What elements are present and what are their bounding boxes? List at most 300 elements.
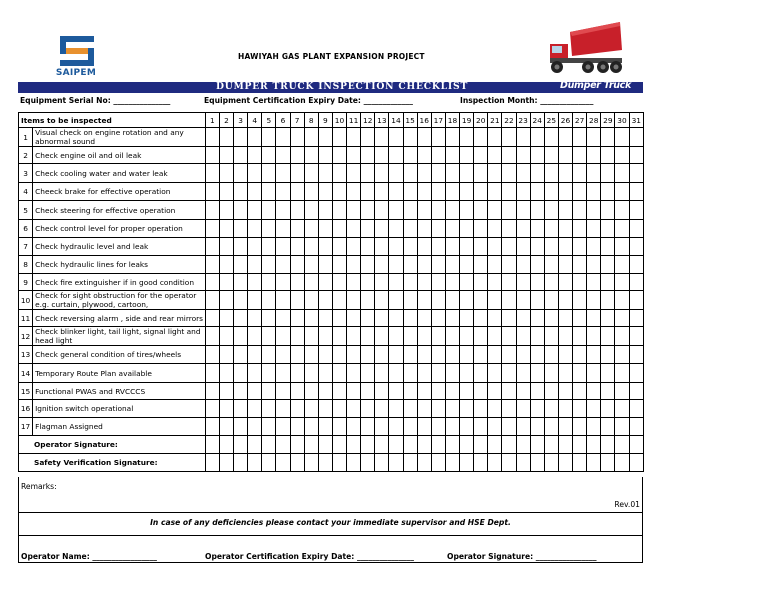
check-cell[interactable] [248, 346, 262, 364]
check-cell[interactable] [417, 256, 431, 274]
check-cell[interactable] [587, 164, 601, 183]
check-cell[interactable] [234, 327, 248, 346]
signature-cell[interactable] [516, 454, 530, 472]
check-cell[interactable] [573, 364, 587, 383]
check-cell[interactable] [530, 128, 544, 147]
check-cell[interactable] [389, 238, 403, 256]
check-cell[interactable] [445, 327, 459, 346]
check-cell[interactable] [318, 291, 332, 310]
check-cell[interactable] [248, 274, 262, 291]
check-cell[interactable] [347, 164, 361, 183]
check-cell[interactable] [332, 310, 346, 327]
check-cell[interactable] [205, 310, 219, 327]
check-cell[interactable] [516, 164, 530, 183]
check-cell[interactable] [290, 327, 304, 346]
check-cell[interactable] [445, 418, 459, 436]
signature-cell[interactable] [460, 436, 474, 454]
check-cell[interactable] [403, 291, 417, 310]
check-cell[interactable] [530, 400, 544, 418]
check-cell[interactable] [460, 291, 474, 310]
check-cell[interactable] [318, 147, 332, 164]
check-cell[interactable] [488, 220, 502, 238]
signature-cell[interactable] [474, 436, 488, 454]
check-cell[interactable] [403, 383, 417, 400]
check-cell[interactable] [205, 164, 219, 183]
check-cell[interactable] [304, 364, 318, 383]
check-cell[interactable] [248, 183, 262, 201]
check-cell[interactable] [502, 201, 516, 220]
check-cell[interactable] [573, 346, 587, 364]
check-cell[interactable] [516, 418, 530, 436]
signature-cell[interactable] [474, 454, 488, 472]
check-cell[interactable] [629, 310, 643, 327]
signature-cell[interactable] [205, 436, 219, 454]
check-cell[interactable] [573, 201, 587, 220]
check-cell[interactable] [361, 383, 375, 400]
check-cell[interactable] [332, 128, 346, 147]
signature-cell[interactable] [558, 454, 572, 472]
check-cell[interactable] [488, 400, 502, 418]
check-cell[interactable] [219, 400, 233, 418]
check-cell[interactable] [573, 310, 587, 327]
check-cell[interactable] [361, 183, 375, 201]
check-cell[interactable] [332, 400, 346, 418]
check-cell[interactable] [375, 147, 389, 164]
check-cell[interactable] [403, 400, 417, 418]
check-cell[interactable] [347, 310, 361, 327]
signature-cell[interactable] [530, 454, 544, 472]
signature-cell[interactable] [629, 454, 643, 472]
signature-cell[interactable] [460, 454, 474, 472]
check-cell[interactable] [615, 183, 629, 201]
check-cell[interactable] [544, 364, 558, 383]
check-cell[interactable] [474, 274, 488, 291]
check-cell[interactable] [290, 164, 304, 183]
check-cell[interactable] [361, 274, 375, 291]
check-cell[interactable] [460, 164, 474, 183]
check-cell[interactable] [601, 274, 615, 291]
check-cell[interactable] [304, 274, 318, 291]
check-cell[interactable] [361, 310, 375, 327]
check-cell[interactable] [262, 400, 276, 418]
check-cell[interactable] [417, 327, 431, 346]
check-cell[interactable] [219, 274, 233, 291]
check-cell[interactable] [219, 291, 233, 310]
check-cell[interactable] [587, 183, 601, 201]
check-cell[interactable] [474, 400, 488, 418]
signature-cell[interactable] [417, 436, 431, 454]
check-cell[interactable] [445, 128, 459, 147]
check-cell[interactable] [417, 147, 431, 164]
check-cell[interactable] [460, 400, 474, 418]
check-cell[interactable] [290, 274, 304, 291]
check-cell[interactable] [530, 256, 544, 274]
signature-cell[interactable] [248, 436, 262, 454]
check-cell[interactable] [361, 220, 375, 238]
check-cell[interactable] [304, 128, 318, 147]
check-cell[interactable] [488, 327, 502, 346]
signature-cell[interactable] [318, 436, 332, 454]
check-cell[interactable] [629, 164, 643, 183]
check-cell[interactable] [347, 256, 361, 274]
check-cell[interactable] [304, 310, 318, 327]
check-cell[interactable] [332, 364, 346, 383]
check-cell[interactable] [361, 164, 375, 183]
check-cell[interactable] [587, 274, 601, 291]
signature-cell[interactable] [290, 436, 304, 454]
signature-cell[interactable] [488, 454, 502, 472]
check-cell[interactable] [262, 291, 276, 310]
check-cell[interactable] [389, 310, 403, 327]
check-cell[interactable] [573, 164, 587, 183]
check-cell[interactable] [276, 147, 290, 164]
check-cell[interactable] [544, 346, 558, 364]
check-cell[interactable] [403, 220, 417, 238]
check-cell[interactable] [558, 291, 572, 310]
signature-cell[interactable] [502, 454, 516, 472]
check-cell[interactable] [262, 383, 276, 400]
check-cell[interactable] [488, 164, 502, 183]
check-cell[interactable] [304, 201, 318, 220]
check-cell[interactable] [587, 327, 601, 346]
check-cell[interactable] [375, 220, 389, 238]
check-cell[interactable] [234, 418, 248, 436]
check-cell[interactable] [219, 310, 233, 327]
cert-expiry-field[interactable]: Equipment Certification Expiry Date: _____________ [204, 96, 413, 105]
check-cell[interactable] [601, 327, 615, 346]
signature-cell[interactable] [219, 436, 233, 454]
check-cell[interactable] [445, 383, 459, 400]
check-cell[interactable] [219, 183, 233, 201]
operator-cert-field[interactable]: Operator Certification Expiry Date: _______________ [205, 552, 414, 561]
check-cell[interactable] [530, 310, 544, 327]
check-cell[interactable] [587, 364, 601, 383]
check-cell[interactable] [248, 327, 262, 346]
check-cell[interactable] [347, 128, 361, 147]
check-cell[interactable] [248, 383, 262, 400]
check-cell[interactable] [488, 183, 502, 201]
signature-cell[interactable] [276, 436, 290, 454]
check-cell[interactable] [318, 183, 332, 201]
check-cell[interactable] [516, 147, 530, 164]
check-cell[interactable] [502, 310, 516, 327]
check-cell[interactable] [445, 238, 459, 256]
check-cell[interactable] [601, 346, 615, 364]
signature-cell[interactable] [347, 454, 361, 472]
check-cell[interactable] [544, 220, 558, 238]
check-cell[interactable] [488, 291, 502, 310]
check-cell[interactable] [502, 291, 516, 310]
check-cell[interactable] [445, 364, 459, 383]
check-cell[interactable] [431, 310, 445, 327]
check-cell[interactable] [318, 201, 332, 220]
inspection-month-field[interactable]: Inspection Month: ______________ [460, 96, 594, 105]
check-cell[interactable] [234, 400, 248, 418]
check-cell[interactable] [516, 274, 530, 291]
check-cell[interactable] [347, 183, 361, 201]
check-cell[interactable] [262, 256, 276, 274]
check-cell[interactable] [530, 164, 544, 183]
check-cell[interactable] [219, 147, 233, 164]
signature-cell[interactable] [318, 454, 332, 472]
check-cell[interactable] [502, 383, 516, 400]
signature-cell[interactable] [601, 436, 615, 454]
check-cell[interactable] [558, 310, 572, 327]
check-cell[interactable] [601, 128, 615, 147]
check-cell[interactable] [474, 418, 488, 436]
check-cell[interactable] [361, 256, 375, 274]
check-cell[interactable] [205, 128, 219, 147]
check-cell[interactable] [530, 383, 544, 400]
check-cell[interactable] [417, 364, 431, 383]
check-cell[interactable] [205, 364, 219, 383]
check-cell[interactable] [318, 256, 332, 274]
check-cell[interactable] [601, 147, 615, 164]
check-cell[interactable] [445, 400, 459, 418]
check-cell[interactable] [248, 291, 262, 310]
check-cell[interactable] [460, 274, 474, 291]
signature-cell[interactable] [403, 436, 417, 454]
check-cell[interactable] [318, 310, 332, 327]
check-cell[interactable] [587, 238, 601, 256]
check-cell[interactable] [558, 164, 572, 183]
check-cell[interactable] [474, 256, 488, 274]
check-cell[interactable] [361, 400, 375, 418]
check-cell[interactable] [601, 220, 615, 238]
check-cell[interactable] [205, 383, 219, 400]
check-cell[interactable] [502, 346, 516, 364]
signature-cell[interactable] [389, 454, 403, 472]
check-cell[interactable] [276, 346, 290, 364]
check-cell[interactable] [389, 147, 403, 164]
check-cell[interactable] [445, 164, 459, 183]
check-cell[interactable] [445, 201, 459, 220]
check-cell[interactable] [389, 400, 403, 418]
check-cell[interactable] [502, 238, 516, 256]
check-cell[interactable] [615, 418, 629, 436]
check-cell[interactable] [347, 418, 361, 436]
check-cell[interactable] [248, 201, 262, 220]
check-cell[interactable] [460, 238, 474, 256]
check-cell[interactable] [573, 183, 587, 201]
check-cell[interactable] [601, 201, 615, 220]
check-cell[interactable] [276, 418, 290, 436]
check-cell[interactable] [389, 383, 403, 400]
check-cell[interactable] [417, 201, 431, 220]
check-cell[interactable] [601, 383, 615, 400]
check-cell[interactable] [530, 327, 544, 346]
check-cell[interactable] [587, 383, 601, 400]
check-cell[interactable] [601, 400, 615, 418]
check-cell[interactable] [516, 238, 530, 256]
check-cell[interactable] [389, 201, 403, 220]
check-cell[interactable] [290, 400, 304, 418]
check-cell[interactable] [431, 220, 445, 238]
check-cell[interactable] [530, 274, 544, 291]
check-cell[interactable] [488, 310, 502, 327]
signature-cell[interactable] [262, 436, 276, 454]
check-cell[interactable] [375, 310, 389, 327]
check-cell[interactable] [304, 418, 318, 436]
check-cell[interactable] [431, 364, 445, 383]
check-cell[interactable] [219, 364, 233, 383]
check-cell[interactable] [375, 364, 389, 383]
signature-cell[interactable] [516, 436, 530, 454]
check-cell[interactable] [587, 346, 601, 364]
check-cell[interactable] [587, 418, 601, 436]
check-cell[interactable] [488, 346, 502, 364]
check-cell[interactable] [629, 256, 643, 274]
check-cell[interactable] [347, 400, 361, 418]
check-cell[interactable] [219, 256, 233, 274]
check-cell[interactable] [304, 164, 318, 183]
check-cell[interactable] [318, 327, 332, 346]
check-cell[interactable] [403, 147, 417, 164]
check-cell[interactable] [573, 274, 587, 291]
check-cell[interactable] [332, 274, 346, 291]
check-cell[interactable] [516, 201, 530, 220]
signature-cell[interactable] [488, 436, 502, 454]
check-cell[interactable] [417, 346, 431, 364]
check-cell[interactable] [615, 327, 629, 346]
check-cell[interactable] [474, 147, 488, 164]
check-cell[interactable] [502, 147, 516, 164]
check-cell[interactable] [417, 238, 431, 256]
check-cell[interactable] [417, 183, 431, 201]
check-cell[interactable] [431, 418, 445, 436]
check-cell[interactable] [460, 310, 474, 327]
check-cell[interactable] [601, 364, 615, 383]
check-cell[interactable] [530, 346, 544, 364]
check-cell[interactable] [417, 128, 431, 147]
check-cell[interactable] [615, 164, 629, 183]
check-cell[interactable] [431, 183, 445, 201]
check-cell[interactable] [248, 220, 262, 238]
check-cell[interactable] [629, 238, 643, 256]
check-cell[interactable] [516, 220, 530, 238]
check-cell[interactable] [234, 164, 248, 183]
check-cell[interactable] [262, 201, 276, 220]
check-cell[interactable] [318, 164, 332, 183]
check-cell[interactable] [234, 128, 248, 147]
signature-cell[interactable] [347, 436, 361, 454]
check-cell[interactable] [516, 327, 530, 346]
check-cell[interactable] [205, 418, 219, 436]
check-cell[interactable] [234, 383, 248, 400]
check-cell[interactable] [403, 364, 417, 383]
signature-cell[interactable] [502, 436, 516, 454]
check-cell[interactable] [304, 346, 318, 364]
check-cell[interactable] [629, 400, 643, 418]
check-cell[interactable] [389, 291, 403, 310]
serial-field[interactable]: Equipment Serial No: _______________ [20, 96, 171, 105]
check-cell[interactable] [558, 238, 572, 256]
check-cell[interactable] [262, 128, 276, 147]
check-cell[interactable] [347, 291, 361, 310]
check-cell[interactable] [219, 327, 233, 346]
check-cell[interactable] [375, 274, 389, 291]
check-cell[interactable] [544, 147, 558, 164]
check-cell[interactable] [219, 220, 233, 238]
check-cell[interactable] [276, 256, 290, 274]
check-cell[interactable] [361, 201, 375, 220]
check-cell[interactable] [403, 256, 417, 274]
check-cell[interactable] [431, 274, 445, 291]
check-cell[interactable] [318, 274, 332, 291]
signature-cell[interactable] [248, 454, 262, 472]
check-cell[interactable] [417, 400, 431, 418]
check-cell[interactable] [290, 220, 304, 238]
check-cell[interactable] [474, 164, 488, 183]
check-cell[interactable] [403, 274, 417, 291]
check-cell[interactable] [417, 310, 431, 327]
check-cell[interactable] [375, 291, 389, 310]
signature-cell[interactable] [375, 454, 389, 472]
check-cell[interactable] [347, 364, 361, 383]
check-cell[interactable] [262, 220, 276, 238]
check-cell[interactable] [389, 327, 403, 346]
check-cell[interactable] [629, 274, 643, 291]
check-cell[interactable] [516, 383, 530, 400]
check-cell[interactable] [460, 183, 474, 201]
check-cell[interactable] [262, 274, 276, 291]
check-cell[interactable] [502, 256, 516, 274]
check-cell[interactable] [587, 147, 601, 164]
signature-cell[interactable] [629, 436, 643, 454]
check-cell[interactable] [460, 418, 474, 436]
check-cell[interactable] [234, 364, 248, 383]
check-cell[interactable] [558, 418, 572, 436]
check-cell[interactable] [530, 220, 544, 238]
signature-cell[interactable] [234, 436, 248, 454]
check-cell[interactable] [474, 238, 488, 256]
check-cell[interactable] [248, 364, 262, 383]
check-cell[interactable] [248, 418, 262, 436]
check-cell[interactable] [544, 183, 558, 201]
check-cell[interactable] [474, 310, 488, 327]
check-cell[interactable] [403, 310, 417, 327]
check-cell[interactable] [375, 346, 389, 364]
check-cell[interactable] [544, 201, 558, 220]
check-cell[interactable] [361, 147, 375, 164]
check-cell[interactable] [205, 346, 219, 364]
check-cell[interactable] [445, 256, 459, 274]
check-cell[interactable] [573, 147, 587, 164]
check-cell[interactable] [290, 256, 304, 274]
check-cell[interactable] [615, 291, 629, 310]
check-cell[interactable] [544, 327, 558, 346]
check-cell[interactable] [488, 274, 502, 291]
check-cell[interactable] [318, 418, 332, 436]
check-cell[interactable] [234, 201, 248, 220]
check-cell[interactable] [248, 147, 262, 164]
check-cell[interactable] [219, 164, 233, 183]
signature-cell[interactable] [573, 454, 587, 472]
check-cell[interactable] [474, 346, 488, 364]
check-cell[interactable] [544, 310, 558, 327]
check-cell[interactable] [375, 201, 389, 220]
check-cell[interactable] [234, 256, 248, 274]
signature-cell[interactable] [544, 436, 558, 454]
check-cell[interactable] [629, 383, 643, 400]
check-cell[interactable] [332, 383, 346, 400]
check-cell[interactable] [558, 383, 572, 400]
check-cell[interactable] [347, 274, 361, 291]
check-cell[interactable] [502, 183, 516, 201]
check-cell[interactable] [544, 274, 558, 291]
signature-cell[interactable] [304, 454, 318, 472]
check-cell[interactable] [375, 400, 389, 418]
